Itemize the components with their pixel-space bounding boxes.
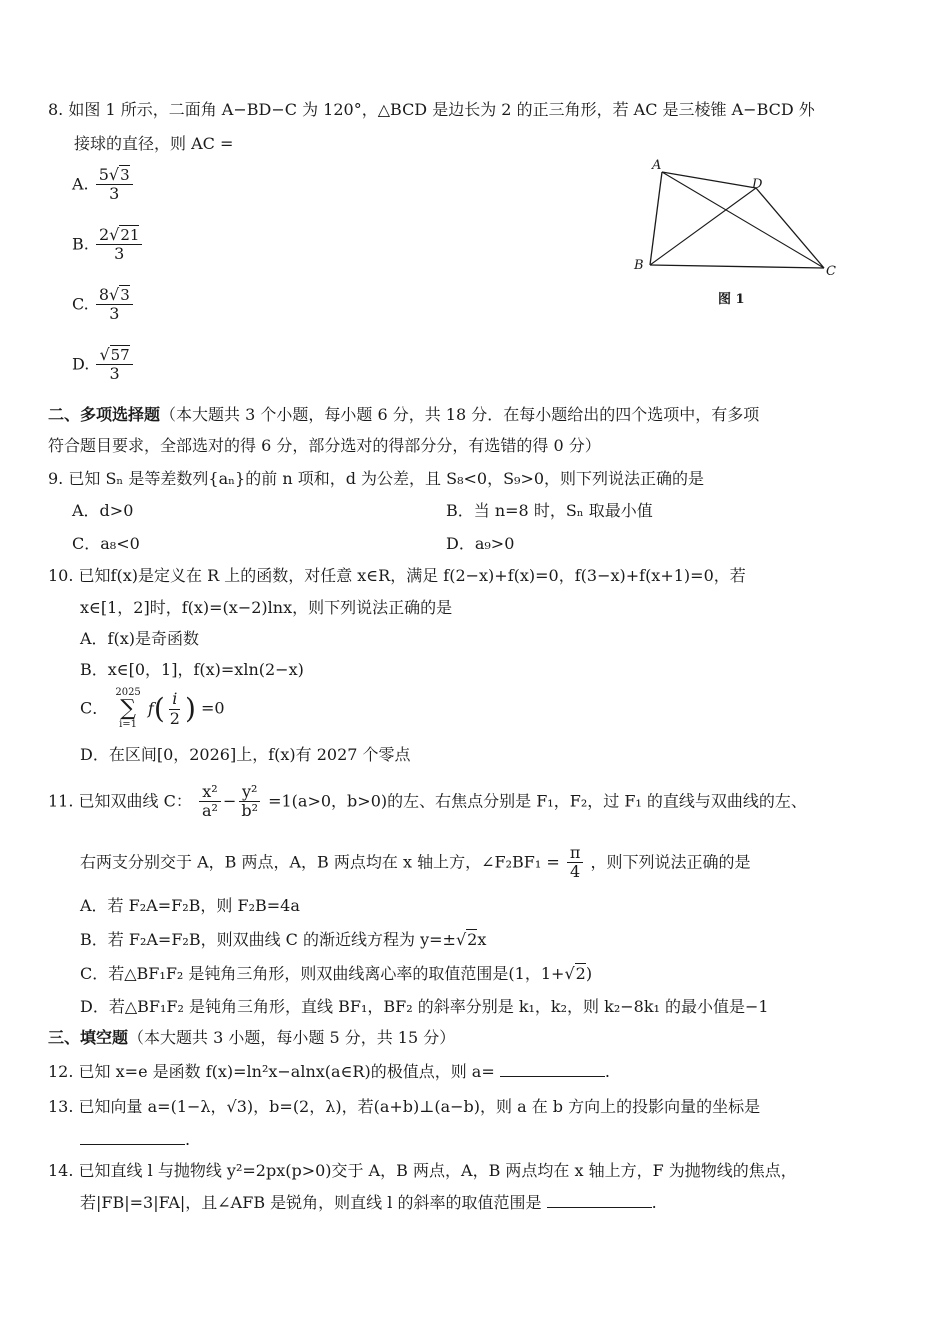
edge-dc: [756, 188, 824, 268]
hyperbola-x-term: $\frac{\text{x²}}{\text{a²}}$: [199, 783, 221, 821]
q8-option-a: A. $\frac{5√3}{3}$: [72, 166, 135, 204]
hyperbola-y-term: $\frac{\text{y²}}{\text{b²}}$: [238, 783, 261, 821]
section-3-heading: 三、填空题: [48, 1028, 129, 1047]
q11-stem-line2: 右两支分别交于 A，B 两点，A，B 两点均在 x 轴上方，∠F₂BF₁ = $\frac{\pi}{4}$ ，则下列说法正确的是: [80, 843, 751, 882]
q8-option-c-fraction: $\frac{8√3}{3}$: [96, 286, 133, 324]
section-3-line: [48, 1028, 455, 1047]
summation-symbol: 2025 ∑ i=1: [115, 687, 141, 730]
q9-stem: 9. 已知 Sₙ 是等差数列{aₙ}的前 n 项和，d 为公差，且 S₈<0，S₉>0，则下列说法正确的是: [48, 469, 705, 488]
q11-option-c: C．若△BF₁F₂ 是钝角三角形，则双曲线离心率的取值范围是(1，1+√2): [80, 964, 593, 983]
q8-option-b: B. $\frac{2√21}{3}$: [72, 226, 144, 264]
section-2-heading: 二、多项选择题: [48, 405, 161, 424]
point-c-label: C: [826, 264, 836, 279]
point-a-label: A: [652, 158, 662, 173]
edge-ab: [650, 172, 662, 265]
q9-option-c: C．a₈<0: [72, 534, 140, 553]
q10-option-d: D．在区间[0，2026]上，f(x)有 2027 个零点: [80, 745, 411, 764]
q8-number: 8.: [48, 100, 64, 119]
q14-line2: 若|FB|=3|FA|，且∠AFB 是锐角，则直线 l 的斜率的取值范围是 .: [80, 1193, 657, 1212]
point-d-label: D: [752, 177, 763, 192]
q12-answer-blank[interactable]: [500, 1062, 605, 1077]
q14-line1: 14. 已知直线 l 与抛物线 y²=2px(p>0)交于 A，B 两点，A，B 两点均在 x 轴上方，F 为抛物线的焦点，: [48, 1161, 797, 1180]
q11-stem-line1: 11. 已知双曲线 C： $\frac{\text{x²}}{\text{a²}}$ − $\frac{\text{y²}}{\text{b²}}$ =1(a>0，b>0)的左、右焦点分别是 F₁，F₂，过 F₁ 的直线与双曲线的左、: [48, 782, 807, 821]
q10-option-c: C． 2025 ∑ i=1 f ( $\frac{i}{2}$ ) =0: [80, 687, 225, 730]
q8-option-d-fraction: $\frac{√57}{3}$: [96, 346, 132, 384]
q8-option-d: D. $\frac{√57}{3}$: [72, 346, 135, 384]
q13-answer-line: .: [80, 1130, 190, 1149]
q11-option-a: A．若 F₂A=F₂B，则 F₂B=4a: [80, 896, 300, 915]
q8-option-a-fraction: $\frac{5√3}{3}$: [96, 166, 133, 204]
figure-1-caption: 图 1: [718, 292, 745, 307]
q10-option-b: B．x∈[0，1]，f(x)=xln(2−x): [80, 660, 304, 679]
section-2-instructions: （本大题共 3 个小题，每小题 6 分，共 18 分．在每小题给出的四个选项中，有多项: [160, 405, 760, 424]
section-3-instructions: （本大题共 3 小题，每小题 5 分，共 15 分）: [128, 1028, 456, 1047]
edge-bd: [650, 188, 756, 265]
q10-option-a: A．f(x)是奇函数: [80, 629, 199, 648]
edge-bc: [650, 265, 824, 268]
point-b-label: B: [634, 258, 644, 273]
q10-stem-line2: x∈[1，2]时，f(x)=(x−2)lnx，则下列说法正确的是: [80, 598, 453, 617]
q9-option-b: B．当 n=8 时，Sₙ 取最小值: [446, 501, 653, 520]
q8-option-b-fraction: $\frac{2√21}{3}$: [96, 226, 142, 264]
q9-option-a: A．d>0: [72, 501, 134, 520]
angle-fraction: $\frac{\pi}{4}$: [567, 844, 584, 882]
q11-option-d: D．若△BF₁F₂ 是钝角三角形，直线 BF₁，BF₂ 的斜率分别是 k₁，k₂，则 k₂−8k₁ 的最小值是−1: [80, 997, 769, 1016]
section-2-line2: 符合题目要求，全部选对的得 6 分，部分选对的得部分分，有选错的得 0 分）: [48, 436, 601, 455]
q13: 13. 已知向量 a=(1−λ，√3)，b=(2，λ)，若(a+b)⊥(a−b)，则 a 在 b 方向上的投影向量的坐标是: [48, 1097, 761, 1116]
q10-stem-line1: 10. 已知f(x)是定义在 R 上的函数，对任意 x∈R，满足 f(2−x)+f(x)=0，f(3−x)+f(x+1)=0，若: [48, 566, 746, 585]
q14-answer-blank[interactable]: [547, 1193, 652, 1208]
q9-option-d: D．a₉>0: [446, 534, 515, 553]
section-2-line1: [48, 405, 759, 424]
q12: 12. 已知 x=e 是函数 f(x)=ln²x−alnx(a∈R)的极值点，则 a= .: [48, 1062, 610, 1081]
tetrahedron-diagram: [628, 160, 843, 305]
q8-stem-line1: 如图 1 所示，二面角 A−BD−C 为 120°，△BCD 是边长为 2 的正三角形，若 AC 是三棱锥 A−BCD 外: [68, 100, 815, 119]
q11-option-b: B．若 F₂A=F₂B，则双曲线 C 的渐近线方程为 y=±√2x: [80, 930, 487, 949]
q8-stem-line2: 接球的直径，则 AC =: [74, 134, 234, 153]
q8-option-c: C. $\frac{8√3}{3}$: [72, 286, 135, 324]
q13-answer-blank[interactable]: [80, 1130, 185, 1145]
q8-line1: [48, 100, 815, 119]
figure-1-tetrahedron: [628, 160, 843, 305]
